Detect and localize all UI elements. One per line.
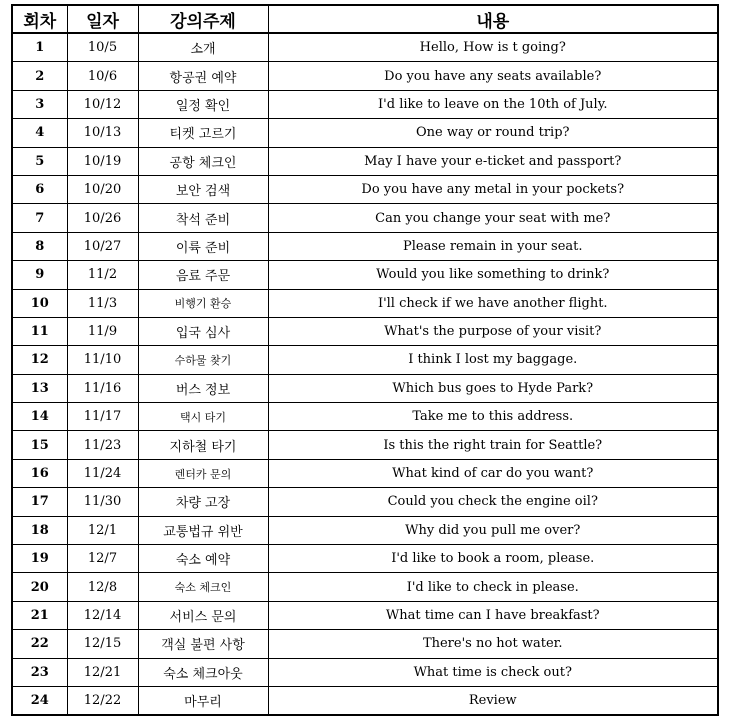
cell-content: Is this the right train for Seattle? bbox=[268, 431, 718, 459]
cell-num: 10 bbox=[12, 289, 67, 317]
cell-topic: 일정 확인 bbox=[138, 90, 268, 118]
cell-topic: 수하물 찾기 bbox=[138, 346, 268, 374]
cell-content: Hello, How is t going? bbox=[268, 33, 718, 62]
cell-topic: 숙소 예약 bbox=[138, 545, 268, 573]
cell-date: 10/6 bbox=[67, 62, 138, 90]
cell-topic: 티켓 고르기 bbox=[138, 119, 268, 147]
cell-topic: 공항 체크인 bbox=[138, 147, 268, 175]
cell-content: Review bbox=[268, 686, 718, 715]
table-row bbox=[12, 573, 718, 601]
cell-date: 10/13 bbox=[67, 119, 138, 147]
cell-num: 5 bbox=[12, 147, 67, 175]
cell-content: There's no hot water. bbox=[268, 630, 718, 658]
cell-date: 10/27 bbox=[67, 232, 138, 260]
cell-date: 12/15 bbox=[67, 630, 138, 658]
cell-date: 11/9 bbox=[67, 317, 138, 345]
table-row bbox=[12, 686, 718, 715]
table-row bbox=[12, 658, 718, 686]
cell-date: 11/24 bbox=[67, 459, 138, 487]
cell-num: 14 bbox=[12, 403, 67, 431]
cell-content: Which bus goes to Hyde Park? bbox=[268, 374, 718, 402]
cell-topic: 입국 심사 bbox=[138, 317, 268, 345]
cell-content: What time is check out? bbox=[268, 658, 718, 686]
cell-topic: 마무리 bbox=[138, 686, 268, 715]
cell-topic: 보안 검색 bbox=[138, 175, 268, 203]
cell-content: Please remain in your seat. bbox=[268, 232, 718, 260]
cell-content: Do you have any seats available? bbox=[268, 62, 718, 90]
cell-content: I'll check if we have another flight. bbox=[268, 289, 718, 317]
cell-content: One way or round trip? bbox=[268, 119, 718, 147]
cell-num: 4 bbox=[12, 119, 67, 147]
table-row bbox=[12, 545, 718, 573]
cell-num: 7 bbox=[12, 204, 67, 232]
table-row bbox=[12, 261, 718, 289]
table-row bbox=[12, 119, 718, 147]
cell-num: 18 bbox=[12, 516, 67, 544]
cell-topic: 항공권 예약 bbox=[138, 62, 268, 90]
header-num: 회차 bbox=[12, 5, 67, 33]
table-row bbox=[12, 204, 718, 232]
cell-content: I'd like to leave on the 10th of July. bbox=[268, 90, 718, 118]
table-row bbox=[12, 516, 718, 544]
table-row bbox=[12, 62, 718, 90]
table-body bbox=[12, 33, 718, 715]
cell-date: 11/30 bbox=[67, 488, 138, 516]
cell-num: 1 bbox=[12, 33, 67, 62]
cell-num: 8 bbox=[12, 232, 67, 260]
cell-num: 19 bbox=[12, 545, 67, 573]
cell-date: 11/2 bbox=[67, 261, 138, 289]
cell-content: Do you have any metal in your pockets? bbox=[268, 175, 718, 203]
cell-topic: 서비스 문의 bbox=[138, 601, 268, 629]
table-row bbox=[12, 175, 718, 203]
table-row bbox=[12, 488, 718, 516]
table-header bbox=[12, 5, 718, 33]
cell-date: 11/23 bbox=[67, 431, 138, 459]
cell-num: 12 bbox=[12, 346, 67, 374]
table-row bbox=[12, 374, 718, 402]
cell-topic: 지하철 타기 bbox=[138, 431, 268, 459]
cell-num: 24 bbox=[12, 686, 67, 715]
table-row bbox=[12, 403, 718, 431]
cell-num: 22 bbox=[12, 630, 67, 658]
cell-content: I'd like to book a room, please. bbox=[268, 545, 718, 573]
cell-num: 2 bbox=[12, 62, 67, 90]
cell-num: 11 bbox=[12, 317, 67, 345]
cell-num: 13 bbox=[12, 374, 67, 402]
cell-topic: 이륙 준비 bbox=[138, 232, 268, 260]
cell-topic: 음료 주문 bbox=[138, 261, 268, 289]
table-row bbox=[12, 459, 718, 487]
cell-num: 6 bbox=[12, 175, 67, 203]
cell-content: Can you change your seat with me? bbox=[268, 204, 718, 232]
cell-content: Could you check the engine oil? bbox=[268, 488, 718, 516]
cell-date: 10/20 bbox=[67, 175, 138, 203]
table-row bbox=[12, 601, 718, 629]
cell-topic: 비행기 환승 bbox=[138, 289, 268, 317]
cell-date: 12/21 bbox=[67, 658, 138, 686]
cell-topic: 객실 불편 사항 bbox=[138, 630, 268, 658]
cell-num: 23 bbox=[12, 658, 67, 686]
lecture-schedule-table bbox=[11, 4, 719, 716]
cell-date: 10/19 bbox=[67, 147, 138, 175]
cell-date: 11/10 bbox=[67, 346, 138, 374]
cell-date: 12/22 bbox=[67, 686, 138, 715]
header-content: 내용 bbox=[268, 5, 718, 33]
cell-date: 12/14 bbox=[67, 601, 138, 629]
table-row bbox=[12, 630, 718, 658]
cell-date: 12/1 bbox=[67, 516, 138, 544]
cell-topic: 버스 정보 bbox=[138, 374, 268, 402]
cell-num: 16 bbox=[12, 459, 67, 487]
cell-topic: 교통법규 위반 bbox=[138, 516, 268, 544]
cell-date: 12/7 bbox=[67, 545, 138, 573]
cell-date: 11/16 bbox=[67, 374, 138, 402]
cell-num: 17 bbox=[12, 488, 67, 516]
cell-topic: 숙소 체크인 bbox=[138, 573, 268, 601]
cell-date: 10/12 bbox=[67, 90, 138, 118]
cell-date: 10/26 bbox=[67, 204, 138, 232]
cell-num: 15 bbox=[12, 431, 67, 459]
cell-topic: 택시 타기 bbox=[138, 403, 268, 431]
cell-content: What time can I have breakfast? bbox=[268, 601, 718, 629]
cell-content: Take me to this address. bbox=[268, 403, 718, 431]
cell-date: 10/5 bbox=[67, 33, 138, 62]
header-row bbox=[12, 5, 718, 33]
cell-content: May I have your e-ticket and passport? bbox=[268, 147, 718, 175]
cell-date: 11/17 bbox=[67, 403, 138, 431]
cell-topic: 숙소 체크아웃 bbox=[138, 658, 268, 686]
table-row bbox=[12, 289, 718, 317]
cell-date: 11/3 bbox=[67, 289, 138, 317]
cell-topic: 렌터카 문의 bbox=[138, 459, 268, 487]
table-row bbox=[12, 232, 718, 260]
cell-content: What's the purpose of your visit? bbox=[268, 317, 718, 345]
cell-topic: 차량 고장 bbox=[138, 488, 268, 516]
table-row bbox=[12, 147, 718, 175]
cell-num: 9 bbox=[12, 261, 67, 289]
cell-num: 3 bbox=[12, 90, 67, 118]
cell-num: 21 bbox=[12, 601, 67, 629]
cell-num: 20 bbox=[12, 573, 67, 601]
table-row bbox=[12, 346, 718, 374]
table-row bbox=[12, 90, 718, 118]
cell-topic: 소개 bbox=[138, 33, 268, 62]
cell-content: Why did you pull me over? bbox=[268, 516, 718, 544]
table-row bbox=[12, 33, 718, 62]
cell-topic: 착석 준비 bbox=[138, 204, 268, 232]
cell-date: 12/8 bbox=[67, 573, 138, 601]
table-row bbox=[12, 317, 718, 345]
cell-content: What kind of car do you want? bbox=[268, 459, 718, 487]
cell-content: I'd like to check in please. bbox=[268, 573, 718, 601]
header-topic: 강의주제 bbox=[138, 5, 268, 33]
table-row bbox=[12, 431, 718, 459]
cell-content: I think I lost my baggage. bbox=[268, 346, 718, 374]
header-date: 일자 bbox=[67, 5, 138, 33]
cell-content: Would you like something to drink? bbox=[268, 261, 718, 289]
